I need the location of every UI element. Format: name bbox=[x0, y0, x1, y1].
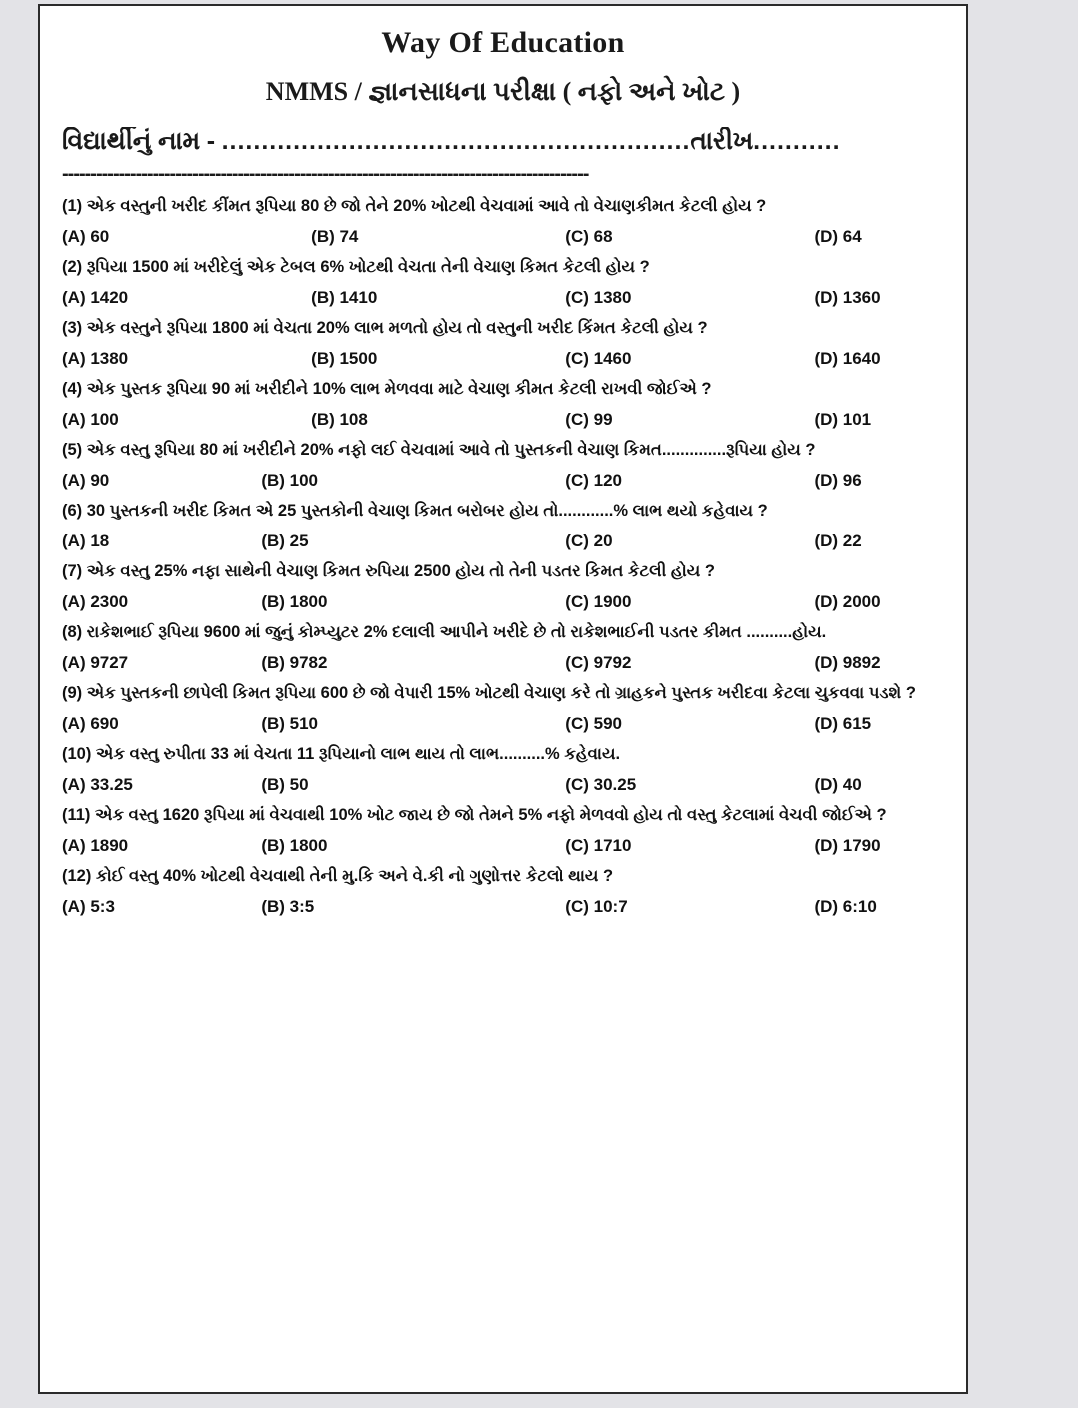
option-a[interactable]: (A) 90 bbox=[62, 470, 110, 490]
question-item bbox=[62, 439, 944, 491]
option-row bbox=[62, 349, 944, 369]
option-row bbox=[62, 897, 944, 917]
option-b[interactable]: (B) 1800 bbox=[261, 592, 328, 612]
option-row bbox=[62, 653, 944, 673]
option-c[interactable]: (C) 1710 bbox=[565, 836, 632, 856]
question-text: (5) એક વસ્તુ રૂપિયા 80 માં ખરીદીને 20% નફો લઈ વેચવામાં આવે તો પુસ્તકની વેચાણ કિમત..............રૂપિયા હોય ? bbox=[62, 440, 816, 459]
question-item bbox=[62, 195, 944, 247]
question-text: (3) એક વસ્તુને રૂપિયા 1800 માં વેચતા 20% લાભ મળતો હોય તો વસ્તુની ખરીદ કિંમત કેટલી હોય ? bbox=[62, 318, 708, 337]
student-name-label: વિદ્યાર્થીનું નામ - bbox=[62, 126, 222, 155]
question-text: (8) રાકેશભાઈ રૂપિયા 9600 માં જુનું કોમ્પ્યુટર 2% દલાલી આપીને ખરીદે છે તો રાકેશભાઈની પડતર કીમત ..........હોય. bbox=[62, 623, 827, 642]
question-item bbox=[62, 317, 944, 369]
question-text: (2) રૂપિયા 1500 માં ખરીદેલું એક ટેબલ 6% ખોટથી વેચતા તેની વેચાણ કિમત કેટલી હોય ? bbox=[62, 257, 650, 276]
option-c[interactable]: (C) 30.25 bbox=[565, 775, 637, 795]
option-d[interactable]: (D) 40 bbox=[814, 775, 862, 795]
option-row bbox=[62, 531, 944, 551]
question-text: (12) કોઈ વસ્તુ 40% ખોટથી વેચવાથી તેની મુ.કિ અને વે.કી નો ગુણોત્તર કેટલો થાય ? bbox=[62, 867, 614, 886]
exam-title: NMMS / જ્ઞાનસાધના પરીક્ષા ( નફો અને ખોટ ) bbox=[265, 77, 741, 106]
question-item bbox=[62, 500, 944, 552]
option-b[interactable]: (B) 50 bbox=[261, 775, 309, 795]
option-a[interactable]: (A) 18 bbox=[62, 531, 110, 551]
option-a[interactable]: (A) 5:3 bbox=[62, 896, 115, 916]
date-label: તારીખ bbox=[690, 126, 754, 155]
question-text: (4) એક પુસ્તક રૂપિયા 90 માં ખરીદીને 10% લાભ મેળવવા માટે વેચાણ કીમત કેટલી રાખવી જોઈએ ? bbox=[62, 379, 712, 398]
option-row bbox=[62, 592, 944, 612]
option-d[interactable]: (D) 9892 bbox=[814, 653, 881, 673]
option-b[interactable]: (B) 74 bbox=[311, 226, 359, 246]
student-name-dots: ........................................................... bbox=[221, 126, 691, 155]
option-a[interactable]: (A) 100 bbox=[62, 409, 119, 429]
option-d[interactable]: (D) 101 bbox=[814, 409, 872, 429]
option-d[interactable]: (D) 1790 bbox=[814, 836, 881, 856]
question-item bbox=[62, 560, 944, 612]
question-item bbox=[62, 621, 944, 673]
option-c[interactable]: (C) 1900 bbox=[565, 592, 632, 612]
option-b[interactable]: (B) 1800 bbox=[261, 836, 328, 856]
option-row bbox=[62, 227, 944, 247]
option-d[interactable]: (D) 1360 bbox=[814, 287, 881, 307]
page-margin-left bbox=[0, 0, 38, 1408]
question-text: (6) 30 પુસ્તકની ખરીદ કિમત એ 25 પુસ્તકોની વેચાણ કિમત બરોબર હોય તો............% લાભ થયો કહેવાય ? bbox=[62, 501, 768, 520]
option-row bbox=[62, 410, 944, 430]
question-text: (11) એક વસ્તુ 1620 રૂપિયા માં વેચવાથી 10% ખોટ જાય છે જો તેમને 5% નફો મેળવવો હોય તો વસ્તુ કેટલામાં વેચવી જોઈએ ? bbox=[62, 806, 887, 825]
option-a[interactable]: (A) 9727 bbox=[62, 653, 129, 673]
option-a[interactable]: (A) 60 bbox=[62, 226, 110, 246]
option-b[interactable]: (B) 100 bbox=[261, 470, 319, 490]
option-d[interactable]: (D) 1640 bbox=[814, 348, 881, 368]
worksheet-sheet bbox=[38, 4, 968, 1394]
option-c[interactable]: (C) 9792 bbox=[565, 653, 632, 673]
option-a[interactable]: (A) 2300 bbox=[62, 592, 129, 612]
option-b[interactable]: (B) 25 bbox=[261, 531, 309, 551]
option-row bbox=[62, 714, 944, 734]
question-item bbox=[62, 804, 944, 856]
option-a[interactable]: (A) 1420 bbox=[62, 287, 129, 307]
option-row bbox=[62, 836, 944, 856]
question-text: (1) એક વસ્તુની ખરીદ કીંમત રૂપિયા 80 છે જો તેને 20% ખોટથી વેચવામાં આવે તો વેચાણકીમત કેટલી હોય ? bbox=[62, 196, 767, 215]
option-d[interactable]: (D) 6:10 bbox=[814, 896, 877, 916]
question-item bbox=[62, 378, 944, 430]
section-divider: --------------------------------------------------------------------------------------------- bbox=[62, 162, 589, 185]
option-row bbox=[62, 775, 944, 795]
option-c[interactable]: (C) 68 bbox=[565, 226, 613, 246]
option-d[interactable]: (D) 96 bbox=[814, 470, 862, 490]
option-c[interactable]: (C) 1380 bbox=[565, 287, 632, 307]
option-row bbox=[62, 288, 944, 308]
option-b[interactable]: (B) 510 bbox=[261, 714, 319, 734]
option-b[interactable]: (B) 9782 bbox=[261, 653, 328, 673]
option-a[interactable]: (A) 1890 bbox=[62, 836, 129, 856]
question-text: (9) એક પુસ્તકની છાપેલી કિમત રૂપિયા 600 છે જો વેપારી 15% ખોટથી વેચાણ કરે તો ગ્રાહકને પુસ્તક ખરીદવા કેટલા ચુકવવા પડશે ? bbox=[62, 684, 916, 703]
option-c[interactable]: (C) 99 bbox=[565, 409, 613, 429]
option-d[interactable]: (D) 64 bbox=[814, 226, 862, 246]
option-c[interactable]: (C) 20 bbox=[565, 531, 613, 551]
option-c[interactable]: (C) 590 bbox=[565, 714, 622, 734]
question-text: (7) એક વસ્તુ 25% નફા સાથેની વેચાણ કિમત રુપિયા 2500 હોય તો તેની પડતર કિમત કેટલી હોય ? bbox=[62, 562, 715, 581]
page-margin-right bbox=[970, 0, 1078, 1408]
organization-title: Way Of Education bbox=[381, 26, 625, 59]
option-b[interactable]: (B) 1500 bbox=[311, 348, 378, 368]
option-c[interactable]: (C) 10:7 bbox=[565, 896, 628, 916]
option-row bbox=[62, 471, 944, 491]
option-a[interactable]: (A) 1380 bbox=[62, 348, 129, 368]
question-item bbox=[62, 682, 944, 734]
question-item bbox=[62, 256, 944, 308]
option-d[interactable]: (D) 22 bbox=[814, 531, 862, 551]
question-text: (10) એક વસ્તુ રુપીતા 33 માં વેચતા 11 રૂપિયાનો લાભ થાય તો લાભ..........% કહેવાય. bbox=[62, 745, 621, 764]
option-c[interactable]: (C) 1460 bbox=[565, 348, 632, 368]
option-b[interactable]: (B) 108 bbox=[311, 409, 368, 429]
option-c[interactable]: (C) 120 bbox=[565, 470, 622, 490]
question-item bbox=[62, 743, 944, 795]
student-name-line bbox=[62, 127, 944, 156]
option-d[interactable]: (D) 2000 bbox=[814, 592, 881, 612]
option-b[interactable]: (B) 1410 bbox=[311, 287, 378, 307]
option-a[interactable]: (A) 690 bbox=[62, 714, 119, 734]
option-d[interactable]: (D) 615 bbox=[814, 714, 872, 734]
option-a[interactable]: (A) 33.25 bbox=[62, 775, 133, 795]
option-b[interactable]: (B) 3:5 bbox=[261, 896, 315, 916]
question-item bbox=[62, 865, 944, 917]
date-dots: ........... bbox=[753, 126, 841, 155]
